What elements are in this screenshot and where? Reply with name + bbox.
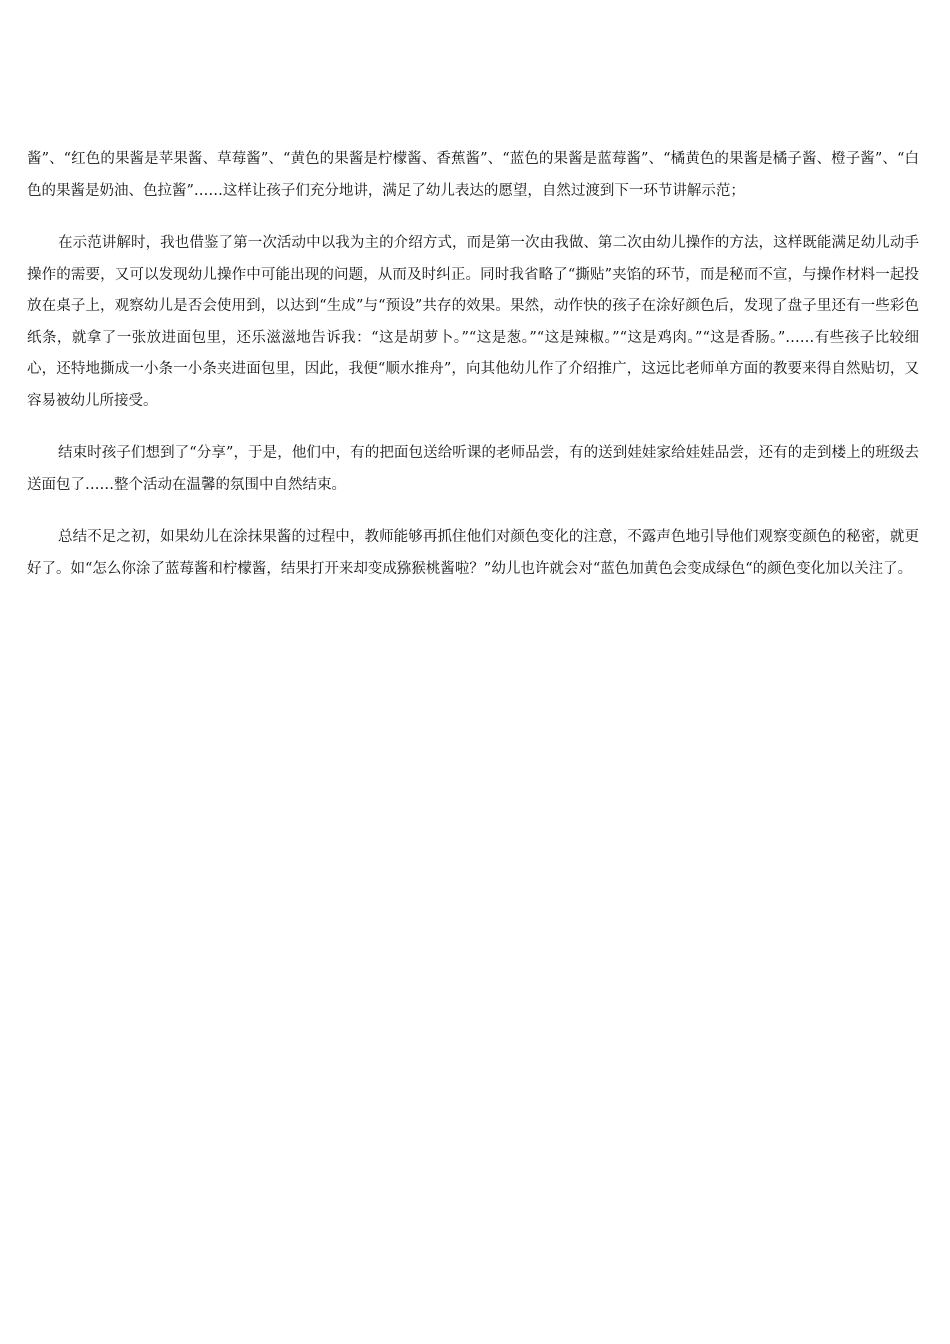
paragraph-demonstration: 在示范讲解时，我也借鉴了第一次活动中以我为主的介绍方式，而是第一次由我做、第二次由幼儿操作的方法，这样既能满足幼儿动手操作的需要，又可以发现幼儿操作中可能出现的问题，从而及时纠正。同时我省略了“撕贴”夹馅的环节，而是秘而不宣，与操作材料一起投放在桌子上，观察幼儿是否会使用到，以达到“生成”与“预设”共存的效果。果然，动作快的孩子在涂好颜色后，发现了盘子里还有一些彩色纸条，就拿了一张放进面包里，还乐滋滋地告诉我：“这是胡萝卜。”“这是葱。”“这是辣椒。”“这是鸡肉。”“这是香肠。”……有些孩子比较细心，还特地撕成一小条一小条夹进面包里，因此，我便“顺水推舟”，向其他幼儿作了介绍推广，这远比老师单方面的教要来得自然贴切，又容易被幼儿所接受。 [27, 235, 919, 409]
paragraph-continuation: 酱”、“红色的果酱是苹果酱、草莓酱”、“黄色的果酱是柠檬酱、香蕉酱”、“蓝色的果酱是蓝莓酱”、“橘黄色的果酱是橘子酱、橙子酱”、“白色的果酱是奶油、色拉酱”……这样让孩子们充分地讲，满足了幼儿表达的愿望，自然过渡到下一环节讲解示范； [27, 151, 919, 199]
document-body [27, 144, 919, 606]
paragraph-sharing: 结束时孩子们想到了“分享”，于是，他们中，有的把面包送给听课的老师品尝，有的送到娃娃家给娃娃品尝，还有的走到楼上的班级去送面包了……整个活动在温馨的氛围中自然结束。 [27, 445, 919, 493]
paragraph-summary: 总结不足之初，如果幼儿在涂抹果酱的过程中，教师能够再抓住他们对颜色变化的注意，不露声色地引导他们观察变颜色的秘密，就更好了。如“怎么你涂了蓝莓酱和柠檬酱，结果打开来却变成猕猴桃酱啦？”幼儿也许就会对“蓝色加黄色会变成绿色“的颜色变化加以关注了。 [27, 529, 919, 577]
